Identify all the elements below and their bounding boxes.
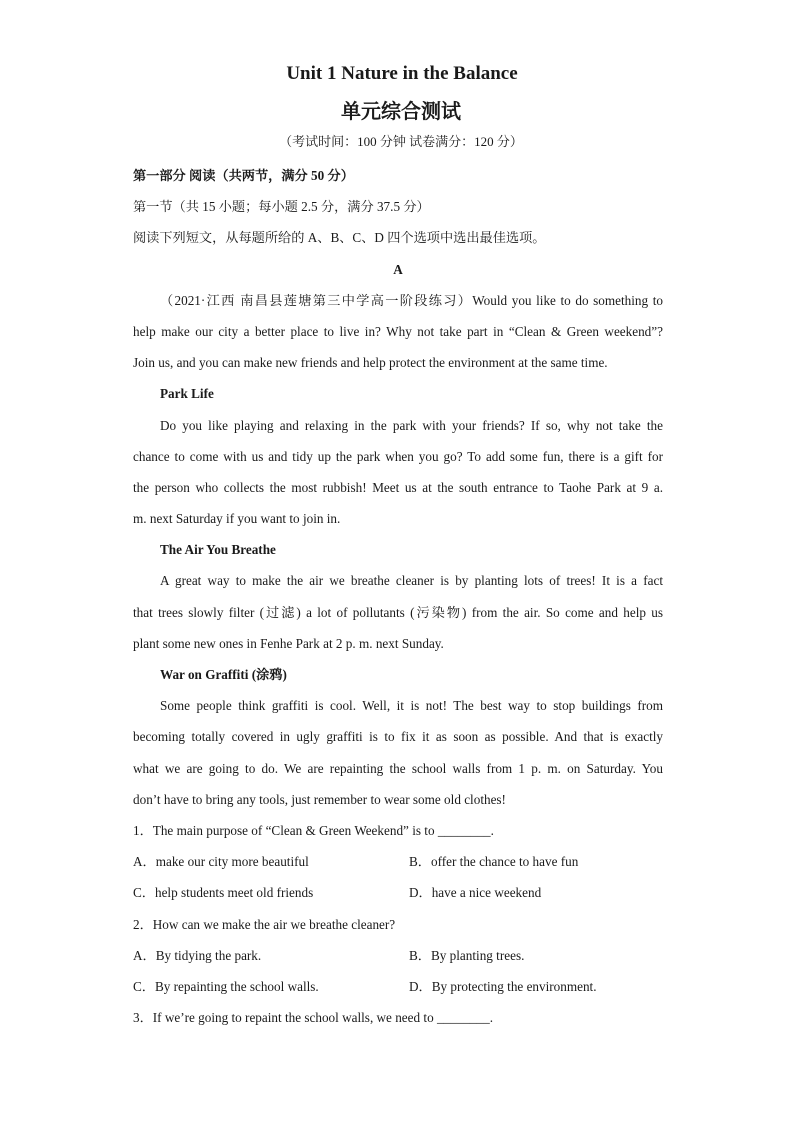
option-row [133, 877, 663, 908]
option-a[interactable]: A．By tidying the park. [133, 947, 262, 963]
section1-heading: 第一节（共 15 小题；每小题 2.5 分，满分 37.5 分） [133, 199, 430, 215]
section-air-you-breathe [133, 534, 663, 659]
section-heading: Park Life [160, 386, 214, 402]
option-c[interactable]: C．By repainting the school walls. [133, 978, 319, 994]
section-park-life [133, 378, 663, 534]
passage-line: the person who collects the most rubbish! Meet us at the south entrance to Taohe Park at 9 a. [133, 479, 663, 495]
unit-title: Unit 1 Nature in the Balance [286, 63, 518, 84]
passage-line: Do you like playing and relaxing in the park with your friends? If so, why not take the [160, 417, 663, 433]
option-a[interactable]: A．make our city more beautiful [133, 854, 309, 870]
section-heading: The Air You Breathe [160, 542, 276, 558]
test-subtitle: 单元综合测试 [341, 101, 461, 123]
passage-line: （2021·江西 南昌县莲塘第三中学高一阶段练习）Would you like to do something to [160, 292, 663, 308]
question-1 [133, 815, 663, 909]
question-stem: 2．How can we make the air we breathe cleaner? [133, 916, 396, 932]
question-2 [133, 909, 663, 1003]
passage-line: m. next Saturday if you want to join in. [133, 511, 341, 527]
passage-line: becoming totally covered in ugly graffiti is to fix it as soon as possible. And that is exactly [133, 729, 663, 745]
option-d[interactable]: D．By protecting the environment. [409, 978, 597, 994]
option-c[interactable]: C．help students meet old friends [133, 885, 314, 901]
passage-line: help make our city a better place to live in? Why not take part in “Clean & Green weekend”? [133, 323, 663, 339]
section-war-on-graffiti [133, 659, 663, 815]
option-b[interactable]: B．By planting trees. [409, 947, 525, 963]
question-stem: 1．The main purpose of “Clean & Green Weekend” is to ________. [133, 822, 494, 838]
question-3 [133, 1002, 663, 1033]
passage-line: that trees slowly filter (过滤) a lot of pollutants (污染物) from the air. So come and help us [133, 604, 663, 620]
option-d[interactable]: D．have a nice weekend [409, 885, 542, 901]
option-row [133, 971, 663, 1002]
passage-line: Join us, and you can make new friends and help protect the environment at the same time. [133, 355, 608, 371]
section-heading: War on Graffiti (涂鸦) [160, 667, 287, 682]
passage-intro [133, 285, 663, 379]
passage-label: A [393, 261, 403, 277]
option-row [133, 940, 663, 971]
question-stem: 3．If we’re going to repaint the school walls, we need to ________. [133, 1010, 494, 1026]
option-row [133, 846, 663, 877]
passage-line: A great way to make the air we breathe cleaner is by planting lots of trees! It is a fact [160, 573, 663, 589]
passage-line: don’t have to bring any tools, just remember to wear some old clothes! [133, 791, 506, 807]
passage-line: plant some new ones in Fenhe Park at 2 p. m. next Sunday. [133, 635, 444, 651]
exam-info: （考试时间：100 分钟 试卷满分：120 分） [279, 134, 523, 149]
passage-line: what we are going to do. We are repainting the school walls from 1 p. m. on Saturday. You [133, 760, 663, 776]
passage-line: chance to come with us and tidy up the park when you go? To add some fun, there is a gift for [133, 448, 663, 464]
exam-page [133, 62, 663, 1033]
option-b[interactable]: B．offer the chance to have fun [409, 854, 579, 870]
part1-heading: 第一部分 阅读（共两节，满分 50 分） [133, 168, 354, 183]
reading-instruction: 阅读下列短文，从每题所给的 A、B、C、D 四个选项中选出最佳选项。 [133, 230, 546, 246]
passage-line: Some people think graffiti is cool. Well, it is not! The best way to stop buildings from [160, 698, 663, 714]
